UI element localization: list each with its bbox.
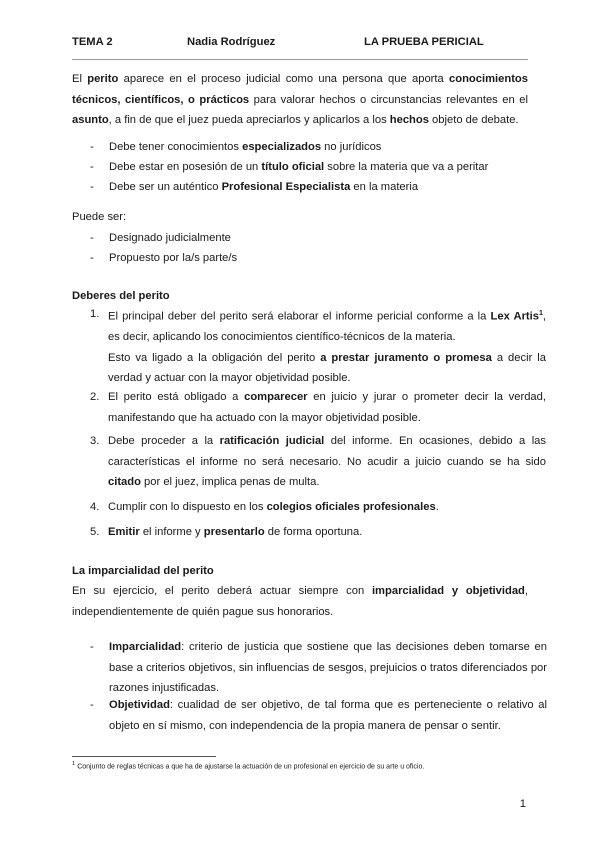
definition-item: - Objetividad: cualidad de ser objetivo, de tal forma que es perteneciente o relativo al objeto en sí mismo, con independencia de la propia manera de pensar o sentir.	[90, 695, 547, 736]
duty-item-4: 4. Cumplir con lo dispuesto en los colegios oficiales profesionales.	[90, 501, 439, 513]
puede-ser-label: Puede ser:	[72, 211, 127, 223]
option-item: - Propuesto por la/s parte/s	[90, 248, 547, 269]
intro-text: para valorar hechos o circunstancias relevantes en el	[249, 93, 528, 106]
intro-bold: asunto	[72, 114, 109, 126]
intro-bold: perito	[87, 73, 119, 85]
footnote	[72, 761, 528, 770]
intro-text: objeto de debate.	[428, 114, 519, 126]
imparcialidad-paragraph: En su ejercicio, el perito deberá actuar siempre con imparcialidad y objetividad, independientemente de quién pague sus honorarios.	[72, 585, 528, 618]
section-heading-deberes: Deberes del perito	[72, 290, 170, 302]
intro-text: aparece en el proceso judicial como una persona que aporta	[118, 73, 450, 85]
page-number: 1	[519, 798, 526, 810]
definition-item: - Imparcialidad: criterio de justicia que sostiene que las decisiones deben tomarse en base a criterios objetivos, sin influencias de sesgos, prejuicios o tratos diferenciados por razones injustificadas.	[90, 637, 547, 699]
intro-paragraph	[72, 69, 528, 131]
header-topic: TEMA 2	[72, 36, 113, 48]
duty-item-5: 5. Emitir el informe y presentarlo de forma oportuna.	[90, 526, 363, 538]
footnote-mark: 1	[72, 761, 76, 767]
duty-item-2: 2. El perito está obligado a comparecer en juicio y jurar o prometer decir la verdad, manifestando que ha actuado con la mayor objetividad posible.	[90, 391, 546, 424]
footnote-text: Conjunto de reglas técnicas a que ha de ajustarse la actuación de un profesional en ejercicio de su arte u oficio.	[77, 763, 425, 771]
section-heading-imparcialidad: La imparcialidad del perito	[72, 565, 214, 577]
intro-bold: hechos	[389, 114, 429, 126]
header-rule	[72, 59, 528, 60]
header-title: LA PRUEBA PERICIAL	[364, 36, 484, 48]
duty-item-3: 3. Debe proceder a la ratificación judicial del informe. En ocasiones, debido a las características el informe no será necesario. No acudir a juicio cuando se ha sido citado por el juez, implica penas de multa.	[90, 435, 547, 488]
footnote-separator	[72, 756, 216, 757]
header-author: Nadia Rodríguez	[187, 36, 276, 48]
requirement-item: - Debe tener conocimientos especializados no jurídicos	[90, 137, 547, 158]
intro-bold: conocimientos técnicos, científicos, o prácticos	[72, 73, 528, 106]
requirement-item: - Debe ser un auténtico Profesional Especialista en la materia	[90, 177, 547, 198]
option-item: - Designado judicialmente	[90, 228, 547, 249]
duty-item-1: 1. El principal deber del perito será elaborar el informe pericial conforme a la Lex Artis$^1$, es decir, aplicando los conocimientos científico-técnicos de la materia. Esto va ligado a la obligación del perito a prestar juramento o promesa a decir la verdad y actuar con la mayor objetividad posible.	[90, 308, 547, 385]
running-header	[72, 36, 528, 52]
footnote-ref[interactable]: 1	[539, 310, 543, 317]
requirement-item: - Debe estar en posesión de un título oficial sobre la materia que va a peritar	[90, 157, 547, 178]
intro-text: , a fin de que el juez pueda apreciarlos y aplicarlos a los	[108, 114, 390, 126]
intro-text: El	[72, 73, 88, 85]
